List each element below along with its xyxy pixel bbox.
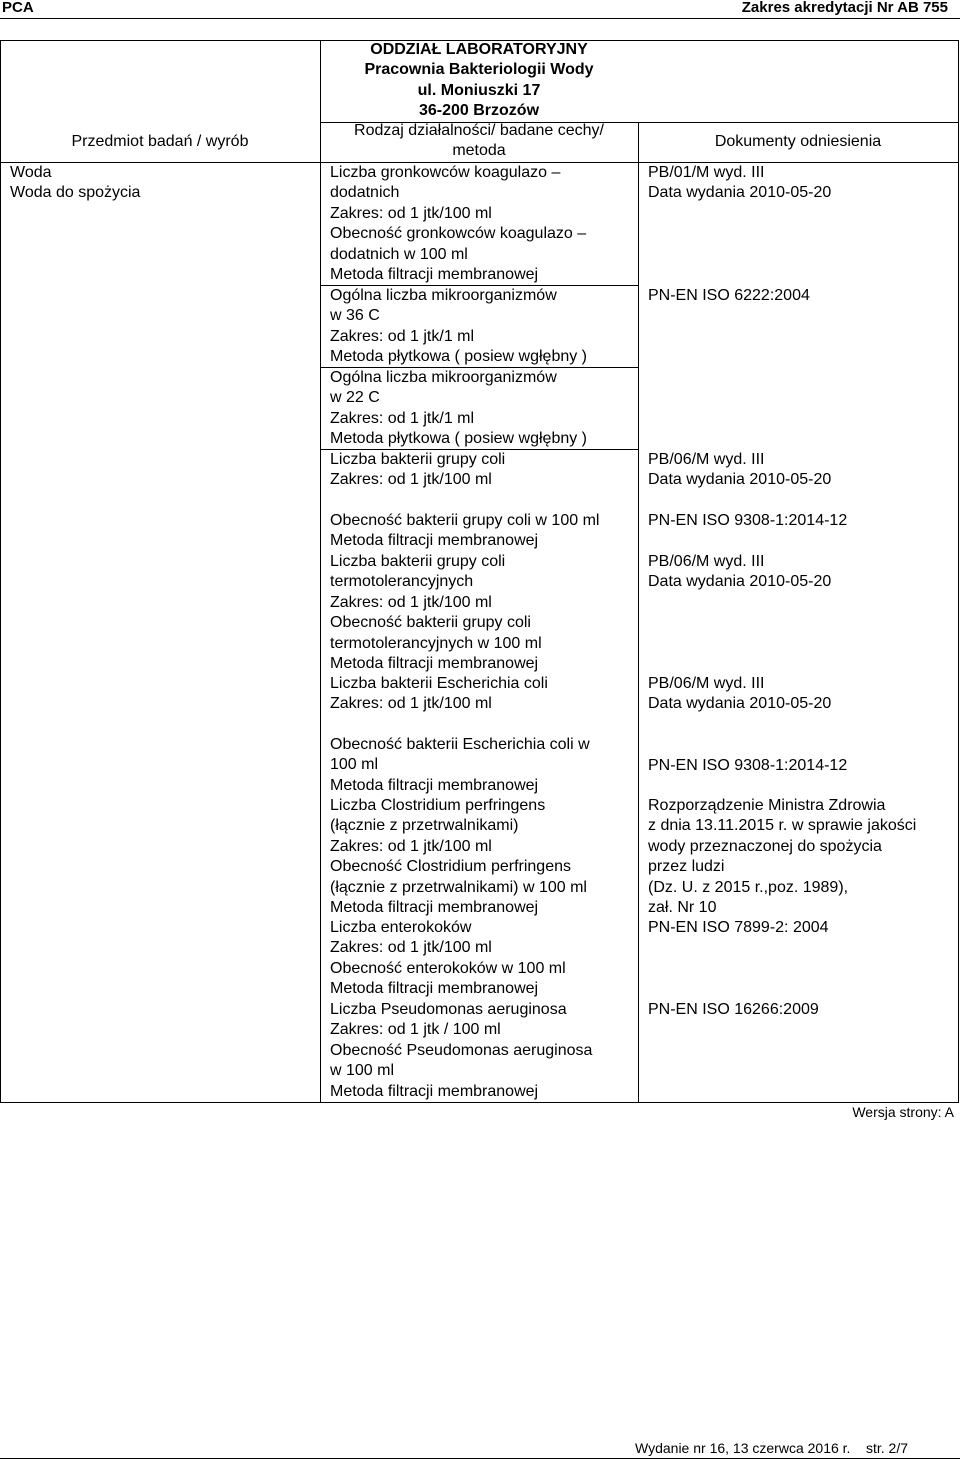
method-cell: Ogólna liczba mikroorganizmów w 22 C Zakres: od 1 jtk/1 ml Metoda płytkowa ( posiew wgłębny ) [330, 369, 588, 448]
method-cell: Liczba enterokoków Zakres: od 1 jtk/100 ml Obecność enterokoków w 100 ml Metoda filtracji membranowej [330, 919, 566, 998]
scope-title: Zakres akredytacji Nr AB 755 [741, 0, 948, 16]
method-cell: Obecność bakterii grupy coli w 100 ml Metoda filtracji membranowej [330, 512, 600, 550]
document-cell: PN-EN ISO 16266:2009 [648, 1001, 819, 1018]
lab-line: Pracownia Bakteriologii Wody [364, 61, 594, 79]
page-number: str. 2/7 [866, 1440, 909, 1456]
column-header-activity: Rodzaj działalności/ badane cechy/ metoda [354, 122, 604, 160]
document-cell: PN-EN ISO 7899-2: 2004 [648, 919, 829, 936]
document-cell: PB/01/M wyd. III Data wydania 2010-05-20 [648, 164, 832, 202]
lab-line: 36-200 Brzozów [418, 102, 540, 120]
edition-info: Wydanie nr 16, 13 czerwca 2016 r. [635, 1440, 851, 1456]
method-cell: Liczba bakterii grupy coli Zakres: od 1 jtk/100 ml [330, 451, 506, 489]
footer [635, 1440, 908, 1456]
column-header-subject: Przedmiot badań / wyrób [71, 133, 249, 150]
document-cell: PB/06/M wyd. III Data wydania 2010-05-20 [648, 451, 832, 489]
lab-line: ODDZIAŁ LABORATORYJNY [370, 41, 588, 58]
org-name: PCA [2, 0, 34, 16]
document-cell: Rozporządzenie Ministra Zdrowia z dnia 13.11.2015 r. w sprawie jakości wody przeznaczonej do spożycia przez ludzi (Dz. U. z 2015 r.,poz. 1989), zał. Nr 10 [648, 797, 917, 917]
subject-cell [10, 163, 140, 204]
document-cell: PB/06/M wyd. III Data wydania 2010-05-20 [648, 553, 832, 591]
page-version: Wersja strony: A [852, 1104, 954, 1120]
method-cell: Liczba Pseudomonas aeruginosa Zakres: od 1 jtk / 100 ml Obecność Pseudomonas aeruginosa w 100 ml Metoda filtracji membranowej [330, 1001, 593, 1100]
method-cell: Liczba bakterii grupy coli termotolerancyjnych Zakres: od 1 jtk/100 ml Obecność bakterii grupy coli termotolerancyjnych w 100 ml Metoda filtracji membranowej [330, 553, 542, 673]
lab-header [320, 40, 638, 122]
method-cell: Ogólna liczba mikroorganizmów w 36 C Zakres: od 1 jtk/1 ml Metoda płytkowa ( posiew wgłębny ) [330, 287, 588, 366]
subject-value: Woda do spożycia [10, 184, 141, 202]
method-cell: Liczba bakterii Escherichia coli Zakres: od 1 jtk/100 ml [330, 675, 548, 713]
document-cell: PB/06/M wyd. III Data wydania 2010-05-20 [648, 675, 832, 713]
lab-line: ul. Moniuszki 17 [417, 81, 541, 99]
method-cell: Obecność bakterii Escherichia coli w 100 ml Metoda filtracji membranowej [330, 736, 590, 794]
document-cell: PN-EN ISO 6222:2004 [648, 287, 810, 304]
column-header-documents: Dokumenty odniesienia [714, 133, 882, 150]
document-cell: PN-EN ISO 9308-1:2014-12 [648, 512, 848, 529]
subject-value: Woda [10, 164, 52, 181]
method-cell: Liczba gronkowców koagulazo – dodatnich Zakres: od 1 jtk/100 ml Obecność gronkowców koagulazo – dodatnich w 100 ml Metoda filtracji membranowej [330, 164, 587, 284]
header-rule [0, 18, 960, 19]
document-cell: PN-EN ISO 9308-1:2014-12 [648, 757, 848, 774]
method-cell: Liczba Clostridium perfringens (łącznie z przetrwalnikami) Zakres: od 1 jtk/100 ml Obecność Clostridium perfringens (łącznie z przetrwalnikami) w 100 ml Metoda filtracji membranowej [330, 797, 587, 917]
